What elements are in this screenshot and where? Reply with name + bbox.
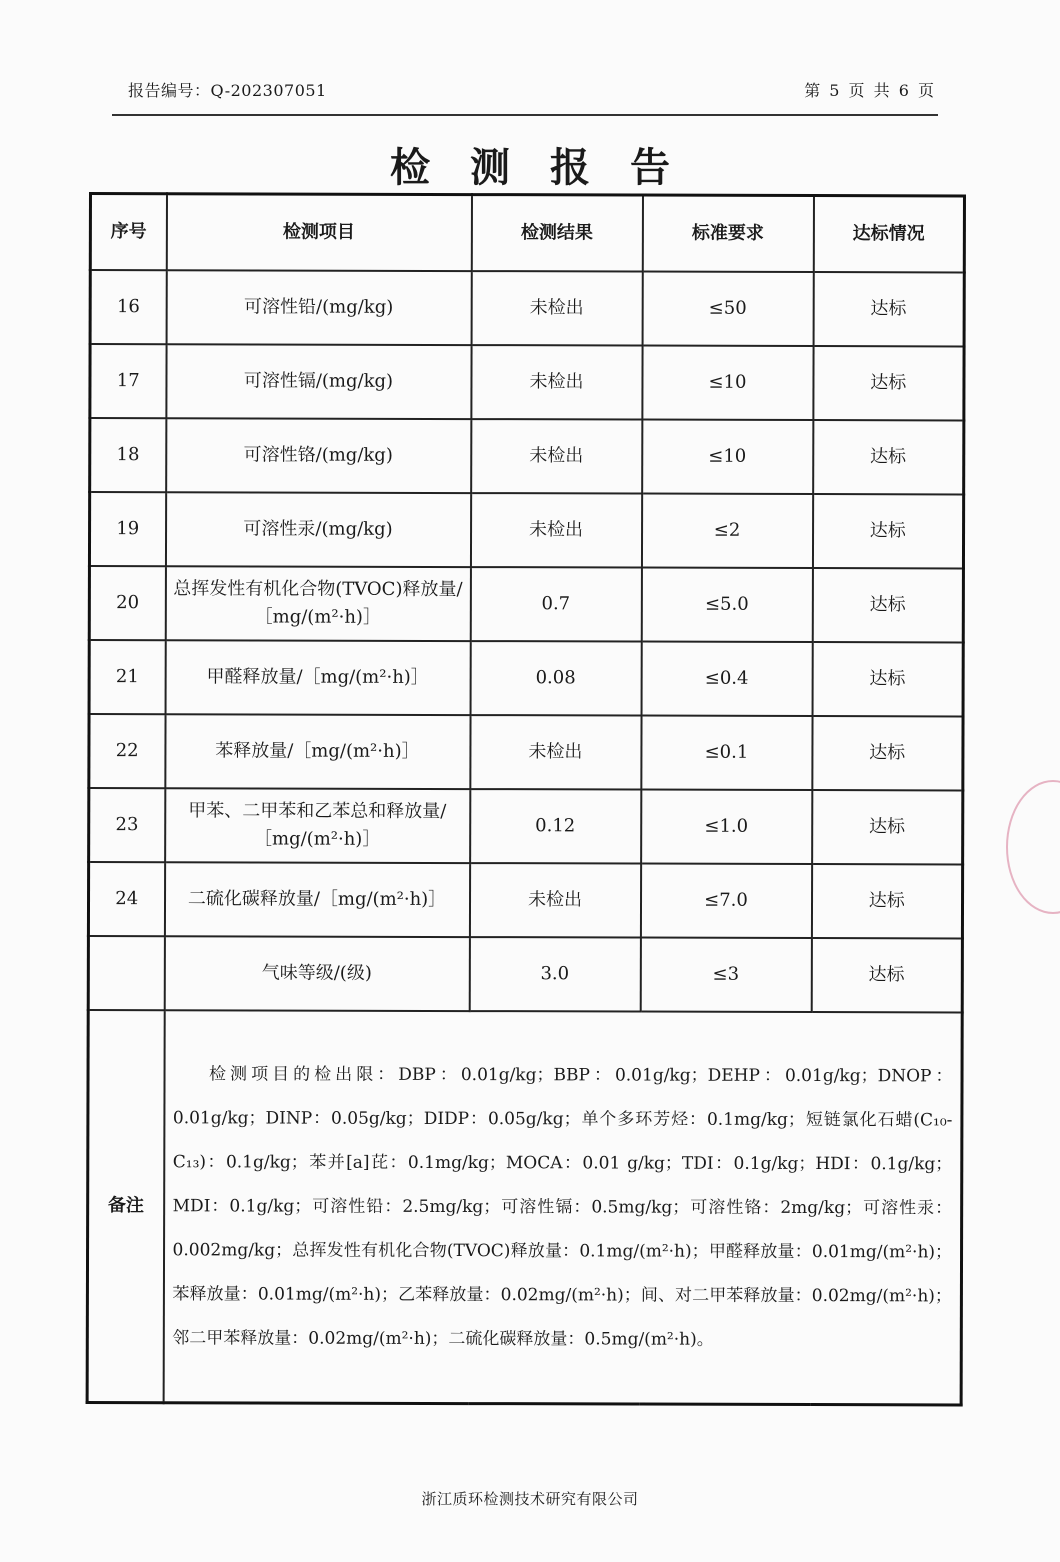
cell-status: 达标 [811,938,962,1012]
cell-standard: ≤0.4 [641,642,812,716]
cell-status: 达标 [812,568,963,642]
seal-stamp [1006,780,1060,914]
cell-item: 可溶性汞/(mg/kg) [165,492,470,567]
cell-standard: ≤3 [640,938,811,1012]
cell-no: 17 [90,344,166,418]
cell-item: 二硫化碳释放量/［mg/(m²·h)］ [164,862,469,937]
cell-no: 20 [89,566,165,640]
col-header-standard: 标准要求 [642,195,813,272]
cell-standard: ≤0.1 [641,716,812,790]
cell-status: 达标 [813,420,964,494]
cell-item: 甲醛释放量/［mg/(m²·h)］ [165,640,470,715]
col-header-status: 达标情况 [813,196,964,273]
table-row [90,418,964,494]
cell-no: 23 [89,788,165,862]
cell-result: 未检出 [470,715,641,789]
cell-item: 苯释放量/［mg/(m²·h)］ [165,714,470,789]
cell-item: 总挥发性有机化合物(TVOC)释放量/［mg/(m²·h)］ [165,566,470,641]
results-table [86,192,966,1406]
remark-text: 检测项目的检出限：DBP：0.01g/kg；BBP：0.01g/kg；DEHP：0.01g/kg；DNOP：0.01g/kg；DINP：0.05g/kg；DIDP：0.05g/kg；单个多环芳烃：0.1mg/kg；短链氯化石蜡(C₁₀-C₁₃)：0.1g/kg；苯并[a]芘：0.1mg/kg；MOCA：0.01 g/kg；TDI：0.1g/kg；HDI：0.1g/kg；MDI：0.1g/kg；可溶性铅：2.5mg/kg；可溶性镉：0.5mg/kg；可溶性铬：2mg/kg；可溶性汞：0.002mg/kg；总挥发性有机化合物(TVOC)释放量：0.1mg/(m²·h)；甲醛释放量：0.01mg/(m²·h)；苯释放量：0.01mg/(m²·h)；乙苯释放量：0.02mg/(m²·h)；间、对二甲苯释放量：0.02mg/(m²·h)；邻二甲苯释放量：0.02mg/(m²·h)；二硫化碳释放量：0.5mg/(m²·h)。 [172,1064,953,1350]
cell-no: 16 [90,270,166,344]
cell-status: 达标 [812,642,963,716]
cell-standard: ≤10 [642,420,813,494]
table-row [89,640,963,716]
report-number: 报告编号：Q-202307051 [128,81,327,100]
cell-result: 未检出 [471,271,642,345]
col-header-result: 检测结果 [471,195,642,272]
cell-standard: ≤1.0 [641,790,812,864]
cell-no: 24 [88,862,164,936]
cell-status: 达标 [811,864,962,938]
cell-result: 0.7 [470,567,641,641]
col-header-item: 检测项目 [166,194,471,271]
table-row [90,344,964,420]
cell-item: 可溶性铬/(mg/kg) [166,418,471,493]
col-header-no: 序号 [90,194,166,271]
cell-item: 甲苯、二甲苯和乙苯总和释放量/［mg/(m²·h)］ [165,788,470,863]
cell-standard: ≤2 [641,494,812,568]
table-row [88,936,962,1012]
table-row [89,788,963,864]
cell-result: 0.12 [470,789,641,863]
cell-result: 未检出 [469,863,640,937]
table-header-row [90,194,964,273]
cell-no: 22 [89,714,165,788]
cell-item: 可溶性镉/(mg/kg) [166,344,471,419]
cell-no: 21 [89,640,165,714]
remark-cell [163,1010,962,1405]
document-title: 检测报告 [390,145,710,191]
table-row [89,566,963,642]
cell-status: 达标 [813,346,964,420]
cell-no [88,936,164,1010]
cell-standard: ≤10 [642,346,813,420]
cell-result: 未检出 [471,345,642,419]
cell-result: 未检出 [470,493,641,567]
table-row [89,714,963,790]
cell-result: 0.08 [470,641,641,715]
table-row [88,862,962,938]
cell-result: 未检出 [471,419,642,493]
cell-no: 18 [90,418,166,492]
cell-status: 达标 [812,790,963,864]
table-row [90,270,964,346]
page-header [128,78,936,106]
cell-standard: ≤50 [642,272,813,346]
cell-item: 气味等级/(级) [164,936,469,1011]
cell-status: 达标 [812,494,963,568]
cell-item: 可溶性铅/(mg/kg) [166,270,471,345]
cell-standard: ≤5.0 [641,568,812,642]
cell-result: 3.0 [469,937,640,1011]
company-footer: 浙江质环检测技术研究有限公司 [421,1490,639,1508]
remark-label: 备注 [87,1010,164,1403]
cell-status: 达标 [812,716,963,790]
table-row [89,492,963,568]
cell-status: 达标 [813,272,964,346]
header-divider [112,114,938,116]
cell-standard: ≤7.0 [640,864,811,938]
page-number: 第 5 页 共 6 页 [804,81,936,100]
cell-no: 19 [89,492,165,566]
remark-row [87,1010,962,1405]
